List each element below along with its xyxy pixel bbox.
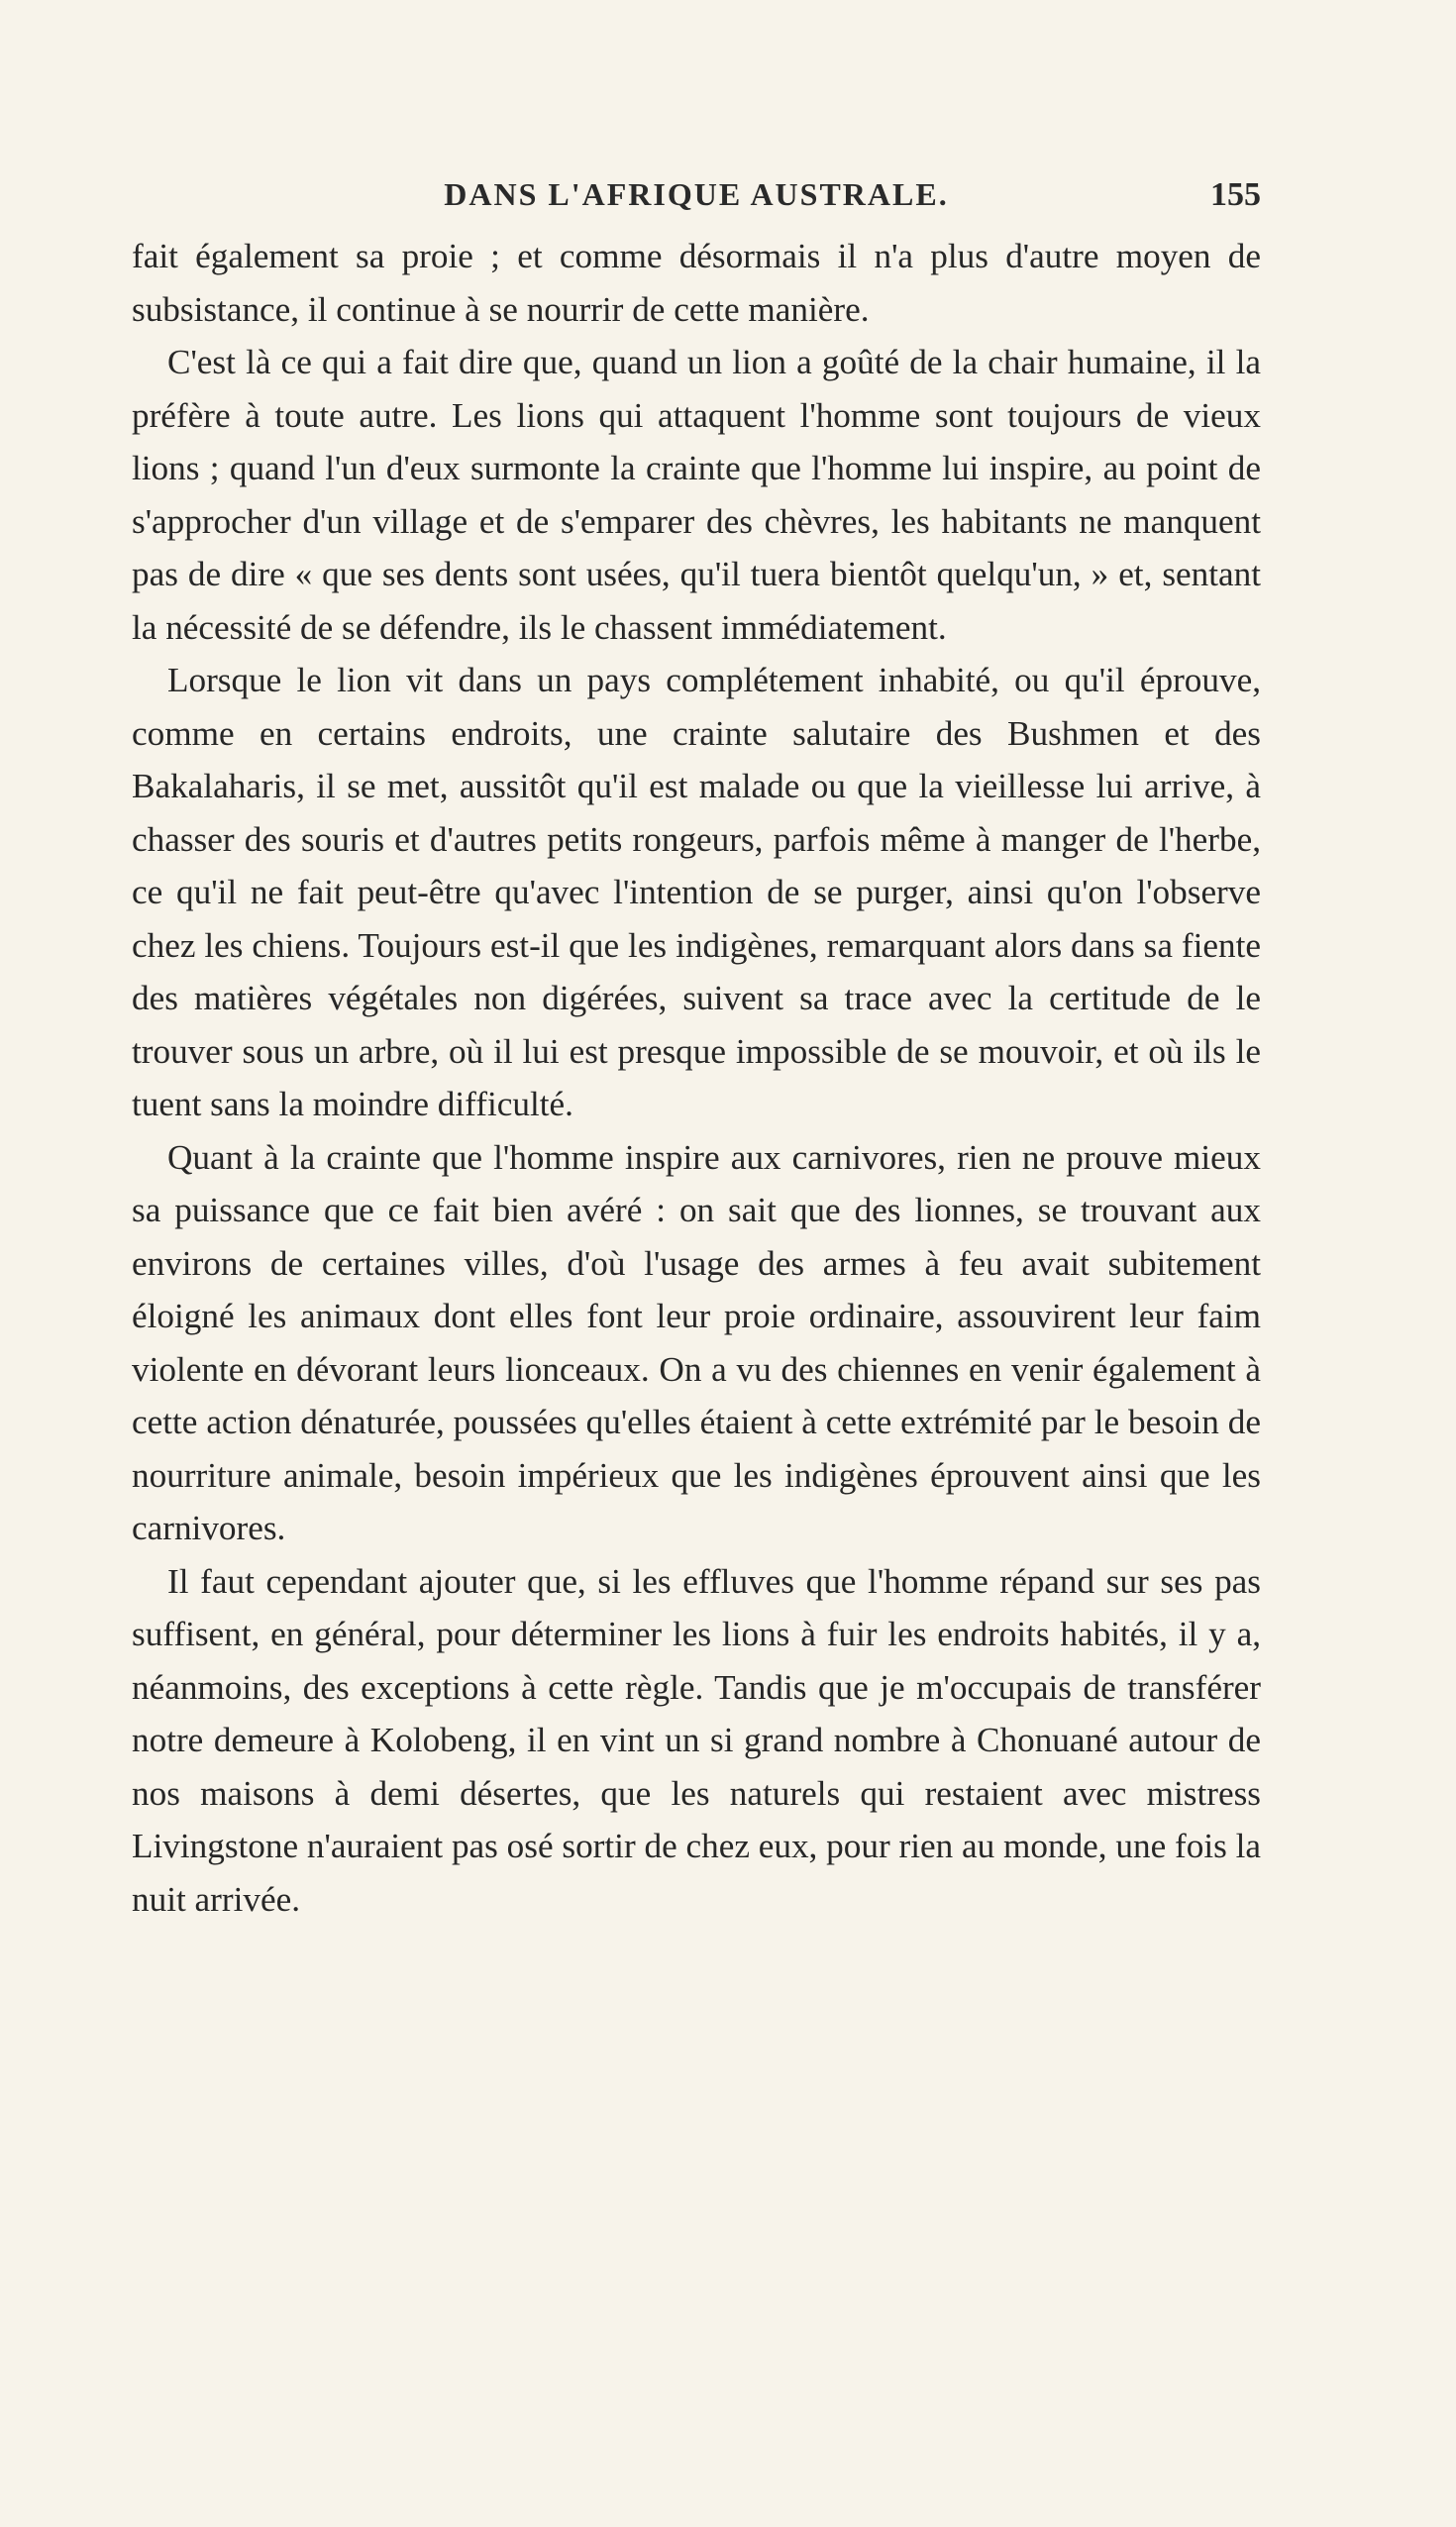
body-text <box>132 230 1261 1926</box>
running-head <box>132 176 1261 216</box>
paragraph-4: Quant à la crainte que l'homme inspire aux carnivores, rien ne prouve mieux sa puissance que ce fait bien avéré : on sait que des lionnes, se trouvant aux environs de certaines villes, d'où l'usage des armes à feu avait subitement éloigné les animaux dont elles font leur proie ordinaire, assouvirent leur faim violente en dévorant leurs lionceaux. On a vu des chiennes en venir également à cette action dénaturée, poussées qu'elles étaient à cette extrémité par le besoin de nourriture animale, besoin impérieux que les indigènes éprouvent ainsi que les carnivores. <box>132 1137 1261 1547</box>
paragraph-1: fait également sa proie ; et comme désormais il n'a plus d'autre moyen de subsistance, il continue à se nourrir de cette manière. <box>132 237 1261 329</box>
paragraph-2: C'est là ce qui a fait dire que, quand un lion a goûté de la chair humaine, il la préfère à toute autre. Les lions qui attaquent l'homme sont toujours de vieux lions ; quand l'un d'eux surmonte la crainte que l'homme lui inspire, au point de s'approcher d'un village et de s'emparer des chèvres, les habitants ne manquent pas de dire « que ses dents sont usées, qu'il tuera bientôt quelqu'un, » et, sentant la nécessité de se défendre, ils le chassent immédiatement. <box>132 343 1261 647</box>
page-number: 155 <box>1210 176 1261 213</box>
running-title: DANS L'AFRIQUE AUSTRALE. <box>444 176 949 212</box>
paragraph-3: Lorsque le lion vit dans un pays complétement inhabité, ou qu'il éprouve, comme en certains endroits, une crainte salutaire des Bushmen et des Bakalaharis, il se met, aussitôt qu'il est malade ou que la vieillesse lui arrive, à chasser des souris et d'autres petits rongeurs, parfois même à manger de l'herbe, ce qu'il ne fait peut-être qu'avec l'intention de se purger, ainsi qu'on l'observe chez les chiens. Toujours est-il que les indigènes, remarquant alors dans sa fiente des matières végétales non digérées, suivent sa trace avec la certitude de le trouver sous un arbre, où il lui est presque impossible de se mouvoir, et où ils le tuent sans la moindre difficulté. <box>132 661 1261 1123</box>
paragraph-5: Il faut cependant ajouter que, si les effluves que l'homme répand sur ses pas suffisent, en général, pour déterminer les lions à fuir les endroits habités, il y a, néanmoins, des exceptions à cette règle. Tandis que je m'occupais de transférer notre demeure à Kolobeng, il en vint un si grand nombre à Chonuané autour de nos maisons à demi désertes, que les naturels qui restaient avec mistress Livingstone n'auraient pas osé sortir de chez eux, pour rien au monde, une fois la nuit arrivée. <box>132 1561 1261 1919</box>
